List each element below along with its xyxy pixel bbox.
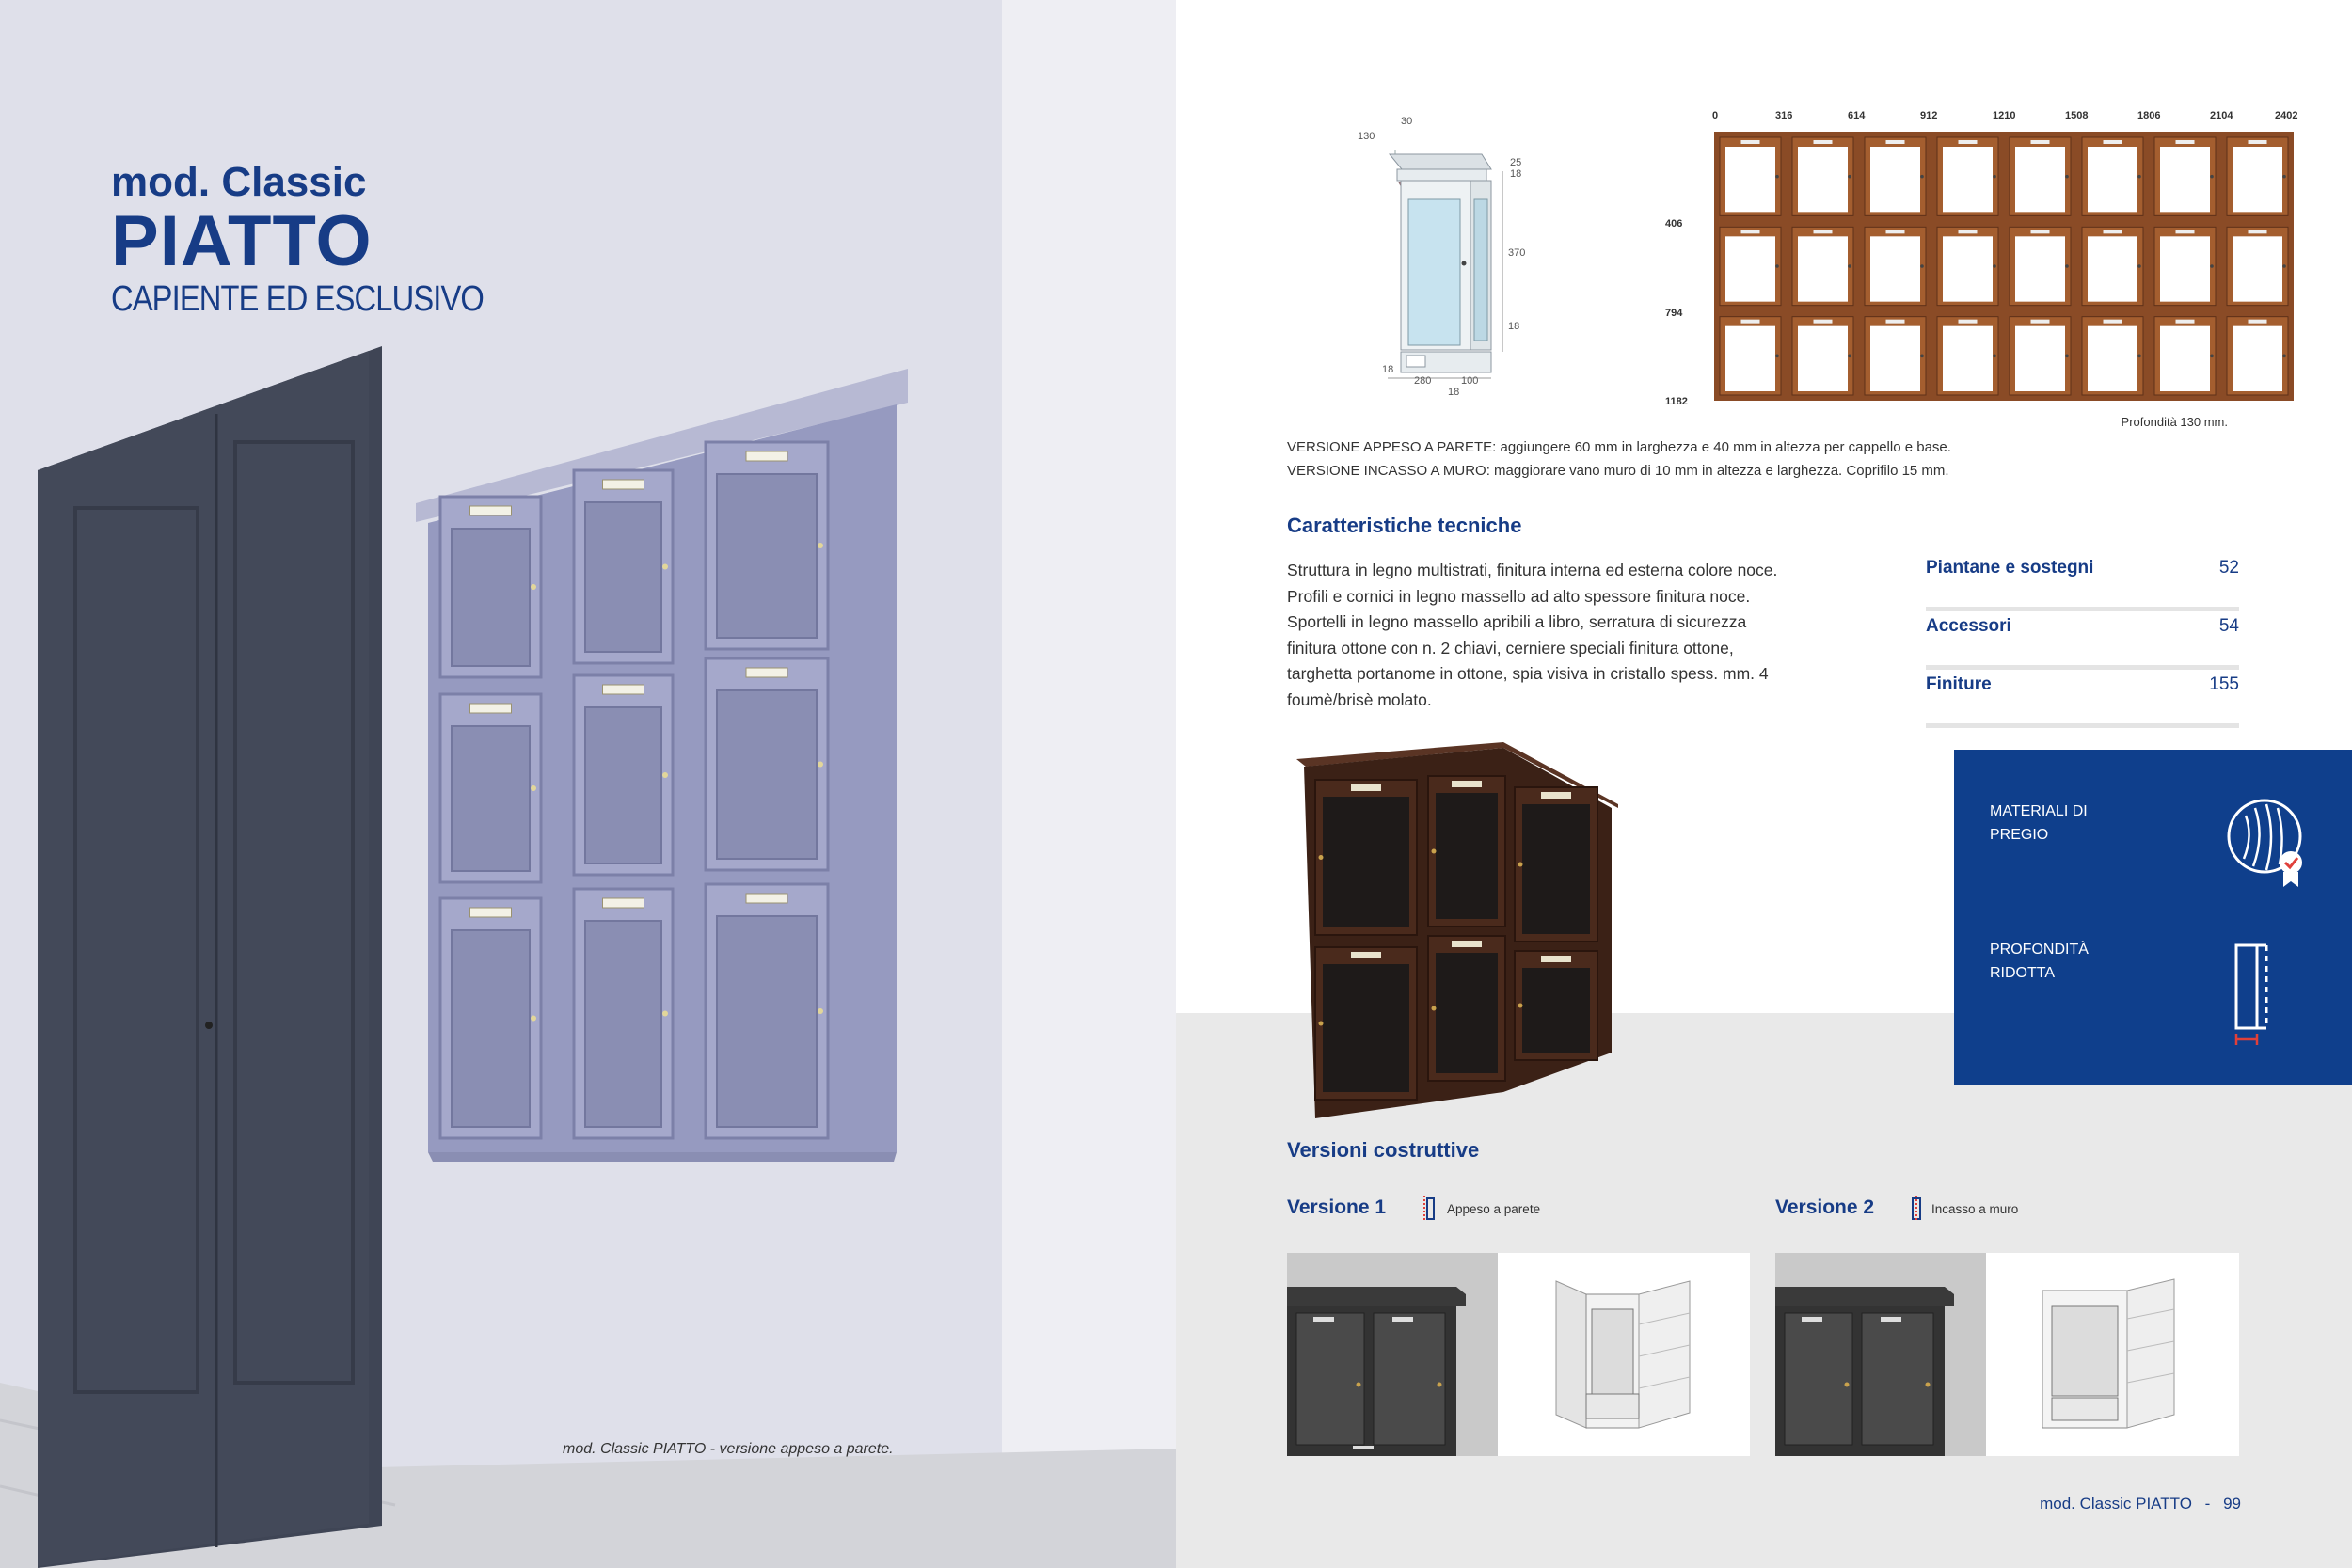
lock: [818, 543, 823, 548]
feature-box: [1954, 750, 2352, 1085]
lock: [2210, 175, 2214, 179]
version-1-photo: [1287, 1253, 1498, 1456]
lock: [2282, 175, 2286, 179]
door-glass: [2160, 236, 2210, 301]
dimension-label: 130: [1358, 131, 1375, 142]
version-2-render: [1986, 1253, 2239, 1456]
lock: [1993, 175, 1996, 179]
name-plate: [470, 704, 512, 713]
mailbox-window: [452, 529, 530, 666]
footer-separator: -: [2204, 1495, 2211, 1513]
lock: [818, 762, 823, 768]
lock: [1775, 175, 1779, 179]
lock: [2137, 264, 2141, 268]
door-glass: [1725, 147, 1775, 212]
tagline: CAPIENTE ED ESCLUSIVO: [111, 279, 485, 319]
name-plate: [746, 894, 787, 903]
lock: [662, 772, 668, 778]
version-1-subtitle: Appeso a parete: [1447, 1202, 1541, 1216]
door-glass: [1798, 236, 1848, 301]
name-plate: [1541, 792, 1571, 799]
name-plate: [1886, 320, 1905, 324]
door-glass: [1725, 326, 1775, 391]
lock: [1920, 175, 1924, 179]
name-plate: [2249, 320, 2267, 324]
front-elevation-drawing: [1665, 102, 2297, 412]
name-plate: [1959, 320, 1978, 324]
door-glass: [2233, 147, 2282, 212]
door-glass: [2015, 147, 2065, 212]
lock: [2137, 355, 2141, 358]
mailbox-window: [717, 690, 817, 859]
lock: [1518, 1004, 1523, 1008]
index-label: Finiture: [1926, 674, 1992, 694]
lock: [1319, 1022, 1324, 1026]
lock: [2282, 264, 2286, 268]
name-plate: [2176, 140, 2195, 144]
name-plate: [470, 908, 512, 917]
dark-glass: [1436, 953, 1498, 1073]
top-dimension-label: 2402: [2275, 110, 2298, 121]
name-plate: [1351, 952, 1381, 958]
name-plate: [1959, 140, 1978, 144]
lock: [2065, 264, 2069, 268]
mailbox-window: [717, 474, 817, 638]
index-page: 155: [2209, 674, 2239, 694]
lock: [1848, 355, 1851, 358]
lock: [1993, 264, 1996, 268]
dimension-label: 30: [1401, 116, 1413, 127]
index-label: Piantane e sostegni: [1926, 558, 2094, 578]
walnut-cabinet-photo: [1287, 742, 1626, 1118]
dimension-label: 280: [1414, 375, 1432, 387]
name-plate: [603, 480, 644, 489]
mailbox-window: [452, 726, 530, 871]
door-glass: [2015, 326, 2065, 391]
lock: [1920, 264, 1924, 268]
left-dimension-label: 1182: [1665, 396, 1688, 407]
side-section-drawing: [1350, 105, 1526, 402]
photo-caption: mod. Classic PIATTO - versione appeso a parete.: [563, 1441, 894, 1457]
version-2-title: Versione 2: [1775, 1196, 1875, 1218]
reduced-depth-icon: [2229, 938, 2285, 1046]
door-glass: [2233, 236, 2282, 301]
name-plate: [2249, 140, 2267, 144]
name-plate: [1814, 140, 1833, 144]
top-dimension-label: 2104: [2210, 110, 2233, 121]
name-plate: [2176, 320, 2195, 324]
name-plate: [1741, 320, 1760, 324]
door-glass: [1725, 236, 1775, 301]
name-plate: [746, 451, 787, 461]
lock: [1432, 849, 1437, 854]
title-block: [111, 160, 544, 320]
lock: [531, 1016, 536, 1022]
lock: [1920, 355, 1924, 358]
door-glass: [2088, 147, 2137, 212]
footer-model: mod. Classic PIATTO: [2040, 1495, 2192, 1513]
wood-quality-badge-icon: [2225, 797, 2310, 891]
mailbox-window: [585, 921, 661, 1127]
left-dimension-label: 406: [1665, 218, 1683, 230]
name-plate: [1959, 230, 1978, 233]
page-number: 99: [2223, 1495, 2241, 1513]
lock: [531, 785, 536, 791]
lock: [1848, 175, 1851, 179]
door-glass: [1798, 326, 1848, 391]
name-plate: [1814, 320, 1833, 324]
version-2-subtitle: Incasso a muro: [1931, 1202, 2019, 1216]
lock: [1775, 264, 1779, 268]
dimension-label: 100: [1461, 375, 1479, 387]
index-row-piantane[interactable]: [1926, 553, 2239, 611]
name-plate: [2104, 230, 2122, 233]
wall-mounted-icon: [1422, 1195, 1436, 1223]
version-2-photo: [1775, 1253, 1986, 1456]
lock: [1518, 863, 1523, 867]
model-line: mod. Classic: [111, 159, 367, 205]
top-dimension-label: 614: [1848, 110, 1866, 121]
index-row-finiture[interactable]: [1926, 670, 2239, 728]
tech-heading: Caratteristiche tecniche: [1287, 514, 1522, 537]
lock: [2282, 355, 2286, 358]
name-plate: [1452, 781, 1482, 787]
lock: [2065, 355, 2069, 358]
name-plate: [2249, 230, 2267, 233]
name-plate: [603, 898, 644, 908]
door-glass: [1943, 147, 1993, 212]
name-plate: [603, 685, 644, 694]
index-page: 54: [2218, 616, 2239, 636]
name-plate: [1452, 941, 1482, 947]
wall-version-note: VERSIONE APPESO A PARETE: aggiungere 60 mm in larghezza e 40 mm in altezza per cappello e base.: [1287, 439, 1951, 455]
name-plate: [2104, 140, 2122, 144]
top-dimension-label: 316: [1775, 110, 1793, 121]
lock: [662, 1011, 668, 1017]
door-glass: [2160, 326, 2210, 391]
lock: [2065, 175, 2069, 179]
name-plate: [1741, 230, 1760, 233]
dark-glass: [1436, 793, 1498, 919]
lock: [1993, 355, 1996, 358]
dark-glass: [1522, 968, 1590, 1053]
dark-glass: [1323, 797, 1409, 927]
door-glass: [1798, 147, 1848, 212]
dark-glass: [1522, 804, 1590, 934]
recessed-wall-icon: [1910, 1195, 1923, 1223]
name-plate: [470, 506, 512, 515]
top-dimension-label: 0: [1712, 110, 1719, 121]
cross-reference-list: [1926, 553, 2239, 728]
name-plate: [1814, 230, 1833, 233]
name-plate: [2031, 140, 2050, 144]
name-plate: [746, 668, 787, 677]
door-glass: [1870, 236, 1920, 301]
version-1-title: Versione 1: [1287, 1196, 1387, 1218]
top-dimension-label: 1508: [2065, 110, 2089, 121]
lock: [2137, 175, 2141, 179]
index-row-accessori[interactable]: [1926, 611, 2239, 670]
model-name: PIATTO: [111, 201, 373, 281]
name-plate: [1886, 230, 1905, 233]
tech-description: Struttura in legno multistrati, finitura interna ed esterna colore noce. Profili e cornici in legno massello ad alto spessore finitura noce. Sportelli in legno massello apribili a libro, serratura di sicurezza finitura ottone con n. 2 chiavi, cerniere speciali finitura ottone, targhetta portanome in ottone, spia visiva in cristallo spess. mm. 4 foumè/brisè molato.: [1287, 561, 1778, 709]
dimension-label: 370: [1508, 247, 1526, 259]
door-glass: [2015, 236, 2065, 301]
depth-note: Profondità 130 mm.: [2121, 415, 2228, 429]
lock: [818, 1008, 823, 1014]
dark-glass: [1323, 964, 1409, 1092]
dimension-label: 18: [1448, 387, 1460, 398]
top-dimension-label: 1210: [1993, 110, 2016, 121]
door-glass: [1870, 326, 1920, 391]
name-plate: [1741, 140, 1760, 144]
lock: [1319, 855, 1324, 860]
mailbox-window: [717, 916, 817, 1127]
door-glass: [1870, 147, 1920, 212]
door-glass: [1943, 326, 1993, 391]
recessed-version-note: VERSIONE INCASSO A MURO: maggiorare vano muro di 10 mm in altezza e larghezza. Coprifilo 15 mm.: [1287, 463, 1949, 479]
lock: [1775, 355, 1779, 358]
version-1-render: [1498, 1253, 1750, 1456]
dimension-label: 25: [1510, 157, 1522, 168]
mailbox-window: [452, 930, 530, 1127]
top-dimension-label: 1806: [2137, 110, 2161, 121]
lock: [2210, 264, 2214, 268]
mailbox-window: [585, 707, 661, 863]
lock: [531, 584, 536, 590]
feature-materials-text: MATERIALI DI PREGIO: [1990, 803, 2088, 843]
name-plate: [2031, 320, 2050, 324]
dimension-label: 18: [1508, 321, 1520, 332]
lock: [1848, 264, 1851, 268]
page-footer: [2032, 1495, 2241, 1513]
dimension-label: 18: [1382, 364, 1394, 375]
feature-depth-text: PROFONDITÀ RIDOTTA: [1990, 942, 2089, 981]
door-glass: [2088, 326, 2137, 391]
name-plate: [2104, 320, 2122, 324]
lock: [2210, 355, 2214, 358]
index-page: 52: [2218, 558, 2239, 578]
door-glass: [2088, 236, 2137, 301]
name-plate: [2176, 230, 2195, 233]
lock: [662, 564, 668, 570]
left-dimension-label: 794: [1665, 308, 1683, 319]
name-plate: [1541, 956, 1571, 962]
door-glass: [2233, 326, 2282, 391]
door-glass: [2160, 147, 2210, 212]
name-plate: [1886, 140, 1905, 144]
versions-heading: Versioni costruttive: [1287, 1138, 1480, 1162]
name-plate: [1351, 784, 1381, 791]
lock: [1432, 1006, 1437, 1011]
lavender-cabinet: [416, 369, 908, 1162]
name-plate: [2031, 230, 2050, 233]
top-dimension-label: 912: [1920, 110, 1938, 121]
door-glass: [1943, 236, 1993, 301]
mailbox-window: [585, 502, 661, 652]
index-label: Accessori: [1926, 616, 2011, 636]
right-page: [1176, 0, 2352, 1568]
dimension-label: 18: [1510, 168, 1522, 180]
